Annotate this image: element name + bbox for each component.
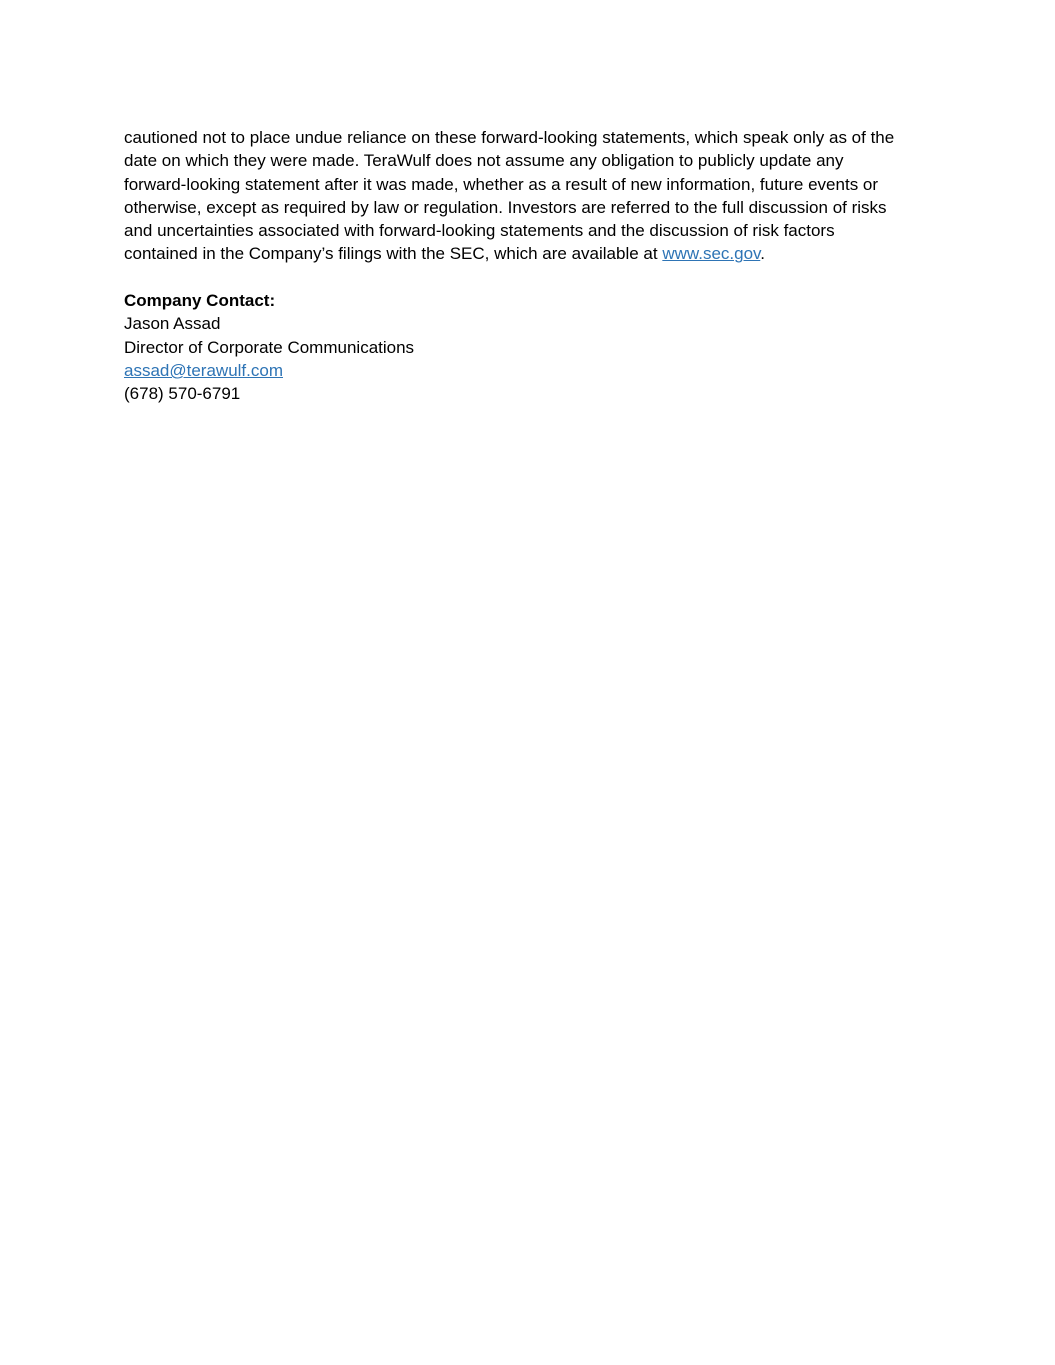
company-contact-block <box>124 289 931 405</box>
body-text-line: and uncertainties associated with forward-looking statements and the discussion of risk factors <box>124 221 835 241</box>
body-text-line <box>124 242 931 265</box>
body-text-line: date on which they were made. TeraWulf does not assume any obligation to publicly update any <box>124 151 844 171</box>
body-text-segment: contained in the Company’s filings with the SEC, which are available at <box>124 244 663 264</box>
body-text-line: forward-looking statement after it was made, whether as a result of new information, future events or <box>124 174 879 194</box>
contact-heading: Company Contact: <box>124 291 276 311</box>
email-link[interactable]: assad@terawulf.com <box>124 360 283 380</box>
forward-looking-paragraph <box>124 126 931 266</box>
contact-title: Director of Corporate Communications <box>124 337 415 357</box>
sec-gov-link[interactable]: www.sec.gov <box>662 244 761 264</box>
contact-name: Jason Assad <box>124 314 221 334</box>
body-text-line: cautioned not to place undue reliance on these forward-looking statements, which speak only as of the <box>124 128 895 147</box>
body-text-line: otherwise, except as required by law or regulation. Investors are referred to the full discussion of risks <box>124 197 887 217</box>
contact-phone: (678) 570-6791 <box>124 384 241 404</box>
body-text-segment: . <box>760 244 766 264</box>
contact-email-line <box>124 359 931 382</box>
